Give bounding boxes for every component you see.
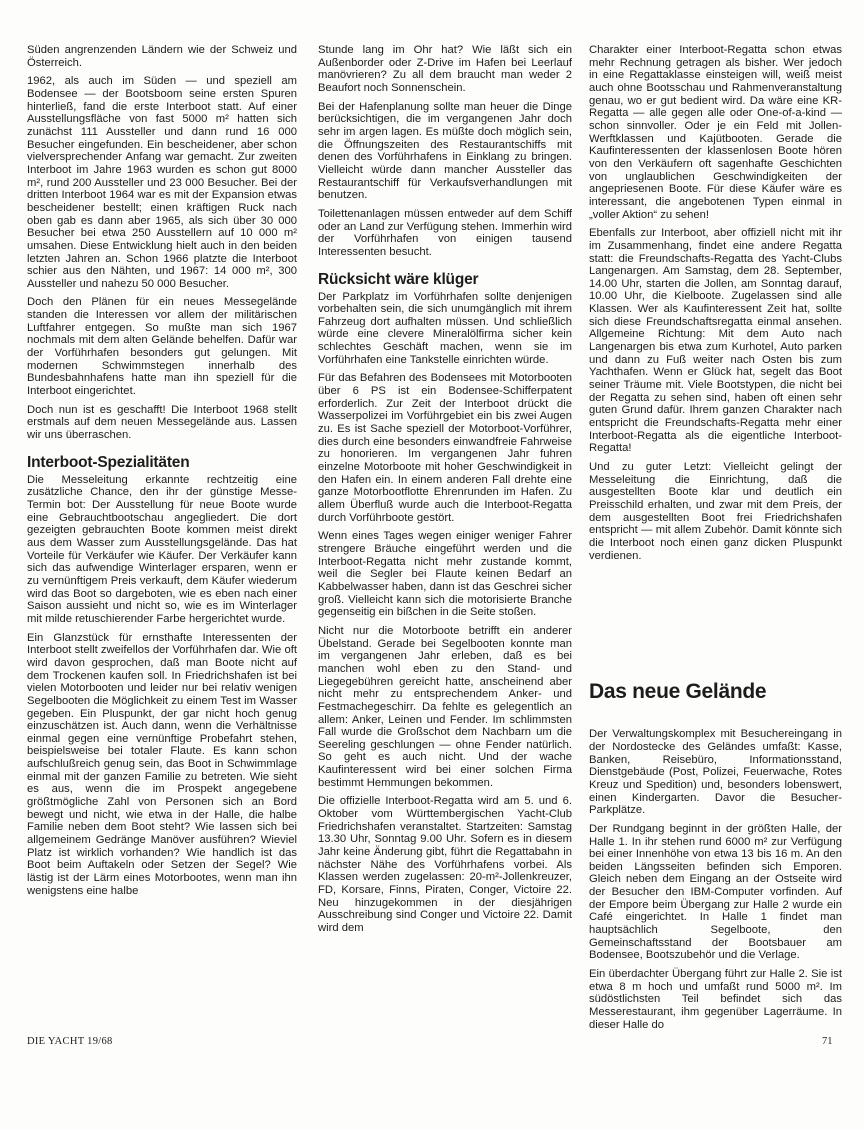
column-gap (589, 568, 842, 680)
paragraph: Der Parkplatz im Vorführhafen sollte denjenigen vorbehalten sein, die sich unumgänglich mit ihrem Fahrzeug dort aufhalten müssen. Und schließlich würde eine clevere Mineralölfirma sicher kein schlechtes Geschäft machen, wenn sie im Vorführhafen eine Tankstelle einrichten würde. (318, 290, 572, 366)
paragraph: Süden angrenzenden Ländern wie der Schweiz und Österreich. (27, 44, 297, 69)
column-right (589, 44, 842, 1037)
column-left (27, 44, 297, 903)
paragraph: Bei der Hafenplanung sollte man heuer die Dinge berücksichtigen, die im vergangenen Jahr doch sehr im argen lagen. Es müßte doch möglich sein, die Öffnungszeiten des Restaurantschiffs mit denen des Vorführhafens in Einklang zu bringen. Vielleicht würde dann mancher Aussteller das Restaurantschiff für Verkaufsverhandlungen mit benutzen. (318, 100, 572, 202)
column-middle (318, 44, 572, 941)
section-heading-ruecksicht: Rücksicht wäre klüger (318, 270, 479, 288)
section-heading-das-neue-gelaende: Das neue Gelände (589, 680, 767, 704)
paragraph: Die offizielle Interboot-Regatta wird am 5. und 6. Oktober vom Württembergischen Yacht-Club Friedrichshafen veranstaltet. Startzeiten: Samstag 13.30 Uhr, Sonntag 9.00 Uhr. Sofern es in diesem Jahr keine Änderung gibt, führt die Regattabahn in nächster Nähe des Vorführhafens vorbei. Als Klassen werden zugelassen: 20-m²-Jollenkreuzer, FD, Korsare, Finns, Piraten, Conger, Victoire 22. Neu hinzugekommen in der diesjährigen Ausschreibung sind Conger und Victoire 22. Damit wird dem (318, 795, 572, 934)
footer-publication: DIE YACHT 19/68 (27, 1036, 113, 1047)
paragraph: Charakter einer Interboot-Regatta schon etwas mehr Rechnung getragen als bisher. Wer jedoch in eine Regattaklasse einsteigen will, weiß meist auch ohne Bootsschau und Rahmenveranstaltung genau, wo er gut bedient wird. Da wäre eine KR-Regatta — alle gegen alle oder One-of-a-kind — schon sinnvoller. Oder je ein Feld mit Jollen-Werftklassen und Kajütbooten. Gerade die Kaufinteressenten der klassenlosen Boote hören von den Verkäufern oft sagenhafte Geschichten von unglaublichen Geschwindigkeiten der angepriesenen Boote. Für diese Käufer wäre es interessant, die angebotenen Typen einmal in „voller Aktion“ zu sehen! (589, 44, 842, 221)
paragraph: Für das Befahren des Bodensees mit Motorbooten über 6 PS ist ein Bodensee-Schifferpatent erforderlich. Zur Zeit der Interboot drückt die Wasserpolizei im Vorführgebiet ein bis zwei Augen zu. Es ist Sache speziell der Motorboot-Vorführer, dies durch eine besonders einwandfreie Fahrweise zu honorieren. Im vergangenen Jahr fuhren einzelne Motorboote mit hoher Geschwindigkeit in den Hafen ein. In einem anderen Fall drehte eine ganze Motorbootflotte Ehrenrunden im Hafen. Zu allem Überfluß wurde auch die Interboot-Regatta durch Vorführboote gestört. (318, 372, 572, 524)
paragraph: Ebenfalls zur Interboot, aber offiziell nicht mit ihr im Zusammenhang, findet eine andere Regatta statt: die Freundschafts-Regatta des Yacht-Clubs Langenargen. Am Samstag, dem 28. September, 14.00 Uhr, starten die Jollen, am Sonntag darauf, 10.00 Uhr, die Kielboote. Zugelassen sind alle Klassen. Wer als Kaufinteressent Zeit hat, sollte sich diese Freundschaftsregatta einmal ansehen. Allgemeine Richtung: Mit dem Auto nach Langenargen bis etwa zum Kurhotel, Auto parken und dann zu Fuß weiter nach Osten bis zum Yachthafen. Wenn er Glück hat, segelt das Boot seiner Träume mit. Viele Bootstypen, die nicht bei der Regatta zu sehen sind, haben oft einen sehr guten Grund dafür. Ihrem ganzen Charakter nach entspricht die Freundschafts-Regatta mehr einer Interboot-Regatta als die eigentliche Interboot-Regatta! (589, 227, 842, 455)
paragraph: Stunde lang im Ohr hat? Wie läßt sich ein Außenborder oder Z-Drive im Hafen bei Leerlauf manövrieren? Zu all dem braucht man weder 2 Beaufort noch Sonnenschein. (318, 44, 572, 94)
paragraph: Doch nun ist es geschafft! Die Interboot 1968 stellt erstmals auf dem neuen Messegelände aus. Lassen wir uns überraschen. (27, 403, 297, 442)
paragraph: Und zu guter Letzt: Vielleicht gelingt der Messeleitung die Einrichtung, daß die ausgestellten Boote klar und deutlich ein Preisschild erhalten, und zwar mit dem Preis, der dem ausgestellten Boot frei Friedrichshafen entspricht — mit allem Zubehör. Damit könnte sich die Interboot noch einen ganz dicken Pluspunkt verdienen. (589, 461, 842, 562)
paragraph: Der Rundgang beginnt in der größten Halle, der Halle 1. In ihr stehen rund 6000 m² zur Verfügung bei einer Innenhöhe von etwa 13 bis 16 m. An den beiden Längsseiten befinden sich Emporen. Gleich neben dem Eingang an der Ostseite wird der Besucher den IBM-Computer vorfinden. Auf der Empore beim Übergang zur Halle 2 wurde ein Café eingerichtet. In Halle 1 findet man hauptsächlich Segelboote, den Gemeinschaftsstand der Bootsbauer am Bodensee, Bootszubehör und die Verlage. (589, 822, 842, 962)
paragraph: Wenn eines Tages wegen einiger weniger Fahrer strengere Bräuche eingeführt werden und die Interboot-Regatta nicht mehr zustande kommt, weil die Segler bei Flaute keinen Bedarf an Kabbelwasser haben, dann ist das Geschrei sicher groß. Vielleicht kann sich die motorisierte Branche gegenseitig ein bißchen in die Seite stoßen. (318, 530, 572, 619)
paragraph: Ein Glanzstück für ernsthafte Interessenten der Interboot stellt zweifellos der Vorführhafen dar. Wie oft wird davon gesprochen, daß man Boote nicht auf dem Trockenen kaufen soll. In Friedrichshafen ist bei vielen Motorbooten und leider nur bei relativ wenigen Segelbooten die Möglichkeit zu einem Test im Wasser gegeben. Ein Pluspunkt, der gar nicht hoch genug einzuschätzen ist. Auch dann, wenn die Verhältnisse einmal gegen eine vernünftige Probefahrt stehen, beispielsweise bei totaler Flaute. Es kann schon aufschlußreich genug sein, das Boot in Schwimmlage einmal mit der ganzen Familie zu betreten. Wie sieht es aus, wenn die im Prospekt angegebene größtmögliche Zahl von Personen sich an Bord bewegt und nicht, wie etwa in der Halle, die halbe Familie neben dem Boot steht? Wie lassen sich bei allgemeinem Gedränge Manöver ausführen? Wieviel Platz ist wirklich vorhanden? Wie handlich ist das Boot beim Auftakeln oder Setzen der Segel? Wie lästig ist der Lärm eines Motorbootes, wenn man ihn wenigstens eine halbe (27, 631, 297, 897)
page-number: 71 (822, 1036, 833, 1047)
paragraph: Ein überdachter Übergang führt zur Halle 2. Sie ist etwa 8 m hoch und umfaßt rund 5000 m². Im südöstlichsten Teil befindet sich das Messerestaurant, ihm gegenüber Lagerräume. In dieser Halle do (589, 968, 842, 1031)
paragraph: Nicht nur die Motorboote betrifft ein anderer Übelstand. Gerade bei Segelbooten konnte man im vergangenen Jahr erleben, daß es bei manchen wohl eben zu den Stand- und Liegegebühren gereicht hatte, anscheinend aber nicht mehr zu entsprechendem Anker- und Festmachegeschirr. Da fehlte es gelegentlich an allem: Anker, Leinen und Fender. Im schlimmsten Fall wurde die Großschot dem Nachbarn um die Seereling geschlungen — ohne Fender natürlich. So geht es auch nicht. Und der wache Kaufinteressent wird bei einer solchen Firma bestimmt Hemmungen bekommen. (318, 624, 572, 789)
paragraph: 1962, als auch im Süden — und speziell am Bodensee — der Bootsboom seine ersten Spuren hinterließ, fand die erste Interboot statt. Auf einer Ausstellungsfläche von fast 5000 m² hatten sich zunächst 111 Aussteller und dann rund 16 000 Besucher eingefunden. Ein bescheidener, aber schon vielversprechender Anfang war gemacht. Zur zweiten Interboot im Jahre 1963 wurden es schon gut 8000 m², rund 200 Aussteller und 23 000 Besucher. Bei der dritten Interboot 1964 war es mit der Expansion etwas bescheidener bestellt; einen kräftigen Ruck nach oben gab es dann aber 1965, als sich über 30 000 Besucher bei etwa 250 Ausstellern auf 10 000 m² umsahen. Diese Entwicklung hielt auch in den beiden letzten Jahren an. Schon 1966 platzte die Interboot schier aus den Nähten, und 1967: 14 000 m², 300 Aussteller und nahezu 50 000 Besucher. (27, 75, 297, 290)
section-heading-interboot-spezialitaeten: Interboot-Spezialitäten (27, 453, 190, 471)
paragraph: Doch den Plänen für ein neues Messegelände standen die Interessen vor allem der militärischen Luftfahrer entgegen. So mußte man sich 1967 nochmals mit dem alten Gelände behelfen. Dafür war der Vorführhafen besonders gut gelungen. Mit modernen Schwimmstegen innerhalb des Bundesbahnhafens hatte man ihn speziell für die Interboot eingerichtet. (27, 296, 297, 398)
paragraph: Der Verwaltungskomplex mit Besuchereingang in der Nordostecke des Geländes umfaßt: Kasse, Banken, Reisebüro, Informationsstand, Dienstgebäude (Post, Polizei, Feuerwache, Rotes Kreuz und Spedition) und, besonders lobenswert, einen Kindergarten. Davor die Besucher-Parkplätze. (589, 728, 842, 817)
paragraph: Die Messeleitung erkannte rechtzeitig eine zusätzliche Chance, den ihr der günstige Messe-Termin bot: Der Ausstellung für neue Boote wurde eine Gebrauchtbootschau angegliedert. Die dort gezeigten gebrauchten Boote kommen meist direkt aus dem Wasser zum Ausstellungsgelände. Das hat Vorteile für Verkäufer wie Käufer. Der Verkäufer kann sich das aufwendige Winterlager ersparen, wenn er zu vernünftigem Preis verkauft, dem Käufer wiederum wird das Boot so dargeboten, wie es eben nach einer Saison aussieht und nicht so, wie es im Winterlager mit milde retuschierender Farbe hergerichtet wurde. (27, 473, 297, 625)
paragraph: Toilettenanlagen müssen entweder auf dem Schiff oder an Land zur Verfügung stehen. Immerhin wird der Vorführhafen von einigen tausend Interessenten besucht. (318, 207, 572, 258)
